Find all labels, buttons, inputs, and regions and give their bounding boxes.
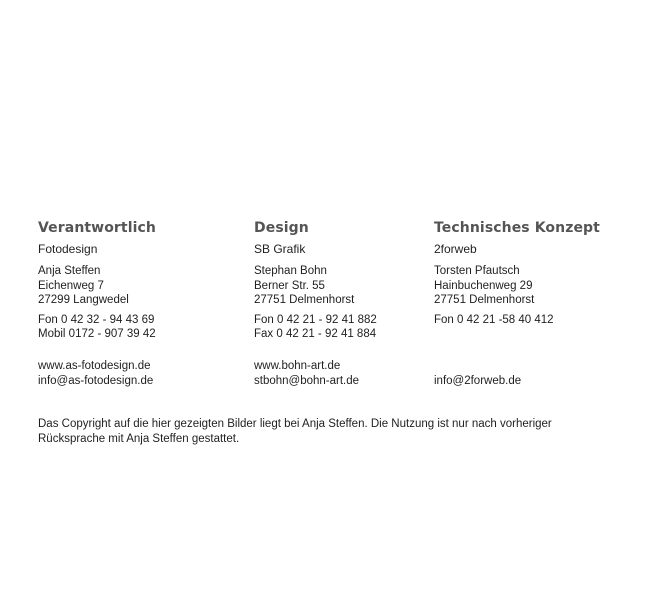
email-link[interactable]: stbohn@bohn-art.de (254, 374, 360, 387)
copyright-notice: Das Copyright auf die hier gezeigten Bilder liegt bei Anja Steffen. Die Nutzung ist nur nach vorheriger Rücksprache mit Anja Steffen gestattet. (38, 418, 552, 445)
web-contacts-design (254, 359, 359, 388)
phone-number: Fon 0 42 21 - 92 41 882 (254, 313, 377, 326)
address-city: 27299 Langwedel (38, 294, 129, 306)
postal-address (434, 264, 644, 308)
column-design (254, 219, 429, 342)
column-heading: Verantwortlich (38, 220, 156, 236)
website-link[interactable]: www.as-fotodesign.de (38, 360, 151, 372)
email-link[interactable]: info@as-fotodesign.de (38, 374, 154, 387)
organization-name: Fotodesign (38, 242, 98, 256)
column-heading: Technisches Konzept (434, 220, 600, 236)
website-link[interactable]: www.bohn-art.de (254, 360, 341, 372)
phone-contacts (38, 313, 248, 342)
fax-number: Fax 0 42 21 - 92 41 884 (254, 328, 377, 340)
web-contacts-verantwortlich (38, 359, 153, 388)
address-street: Berner Str. 55 (254, 279, 325, 292)
address-name: Torsten Pfautsch (434, 265, 520, 277)
web-contacts-technisches-konzept (434, 359, 521, 388)
organization-name: 2forweb (434, 242, 477, 256)
postal-address (254, 264, 429, 308)
organization-name: SB Grafik (254, 242, 306, 256)
email-link[interactable]: info@2forweb.de (434, 374, 522, 387)
column-verantwortlich (38, 219, 248, 342)
empty-website-slot (434, 359, 521, 374)
address-street: Hainbuchenweg 29 (434, 279, 533, 292)
column-heading: Design (254, 220, 309, 236)
address-city: 27751 Delmenhorst (434, 294, 535, 306)
mobile-number: Mobil 0172 - 907 39 42 (38, 328, 156, 340)
address-name: Anja Steffen (38, 265, 101, 277)
column-technisches-konzept (434, 219, 644, 327)
address-city: 27751 Delmenhorst (254, 294, 355, 306)
phone-number: Fon 0 42 32 - 94 43 69 (38, 313, 155, 326)
phone-number: Fon 0 42 21 -58 40 412 (434, 313, 554, 326)
phone-contacts (254, 313, 429, 342)
phone-contacts (434, 313, 644, 328)
postal-address (38, 264, 248, 308)
address-name: Stephan Bohn (254, 265, 327, 277)
address-street: Eichenweg 7 (38, 279, 104, 292)
